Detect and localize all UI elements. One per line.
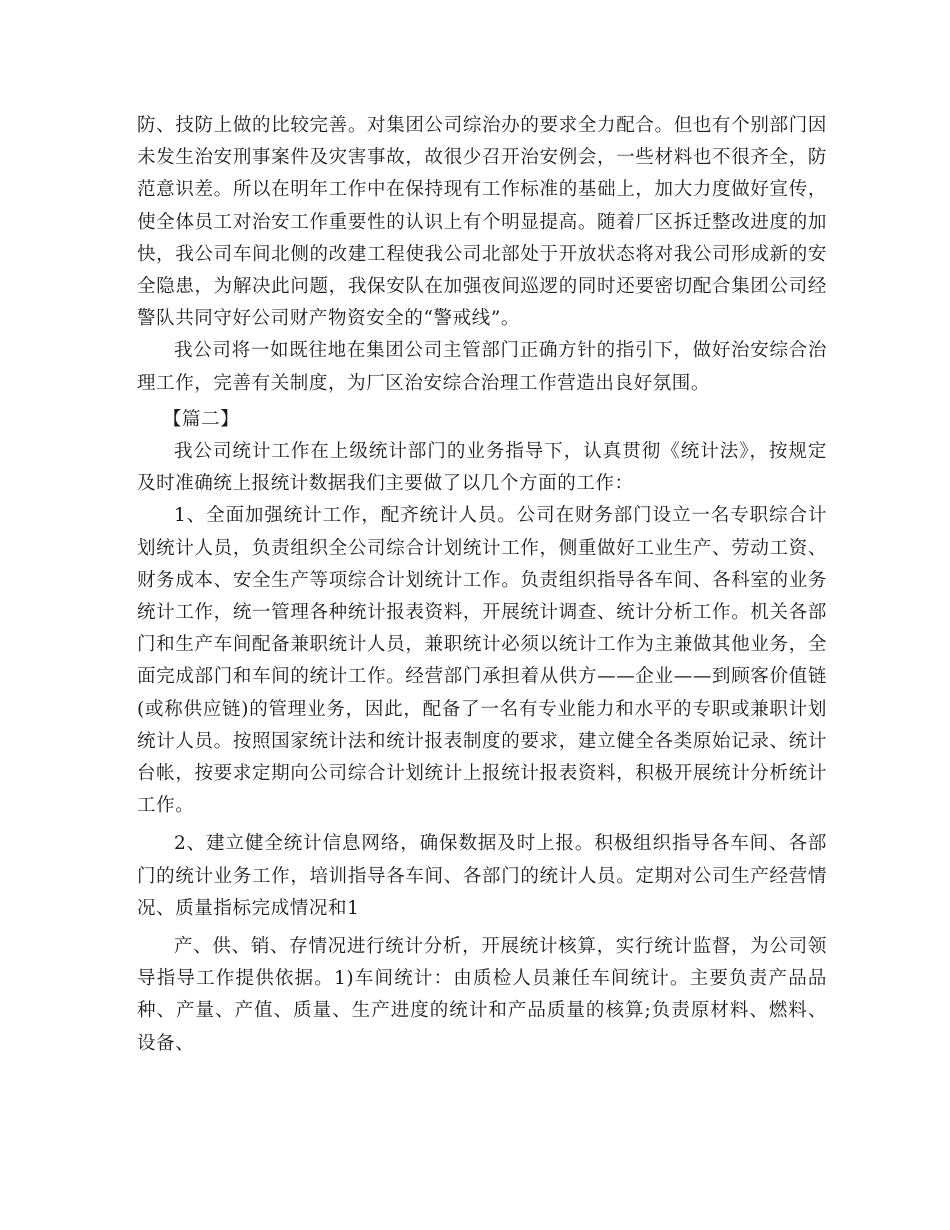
document-page xyxy=(137,110,827,1060)
section-heading: 【篇二】 xyxy=(162,408,240,430)
paragraph-statistics-point-1: 1、全面加强统计工作，配齐统计人员。公司在财务部门设立一名专职综合计划统计人员，负责组织全公司综合计划统计工作，侧重做好工业生产、劳动工资、财务成本、安全生产等项综合计划统计工作。负责组织指导各车间、各科室的业务统计工作，统一管理各种统计报表资料，开展统计调查、统计分析工作。机关各部门和生产车间配备兼职统计人员，兼职统计必须以统计工作为主兼做其他业务，全面完成部门和车间的统计工作。经营部门承担着从供方——企业——到顾客价值链(或称供应链)的管理业务，因此，配备了一名有专业能力和水平的专职或兼职计划统计人员。按照国家统计法和统计报表制度的要求，建立健全各类原始记录、统计台帐，按要求定期向公司综合计划统计上报统计报表资料，积极开展统计分析统计工作。 xyxy=(137,505,827,817)
paragraph-statistics-continued: 产、供、销、存情况进行统计分析，开展统计核算，实行统计监督，为公司领导指导工作提供依据。1)车间统计：由质检人员兼任车间统计。主要负责产品品种、产量、产值、质量、生产进度的统计和产品质量的核算;负责原材料、燃料、设备、 xyxy=(137,936,827,1054)
paragraph-statistics-point-2: 2、建立健全统计信息网络，确保数据及时上报。积极组织指导各车间、各部门的统计业务工作，培训指导各车间、各部门的统计人员。定期对公司生产经营情况、质量指标完成情况和1 xyxy=(137,833,827,919)
paragraph-security-conclusion: 我公司将一如既往地在集团公司主管部门正确方针的指引下，做好治安综合治理工作，完善有关制度，为厂区治安综合治理工作营造出良好氛围。 xyxy=(137,340,827,394)
paragraph-statistics-intro: 我公司统计工作在上级统计部门的业务指导下，认真贯彻《统计法》，按规定及时准确统上报统计数据我们主要做了以几个方面的工作： xyxy=(137,441,827,495)
paragraph-security-continued: 防、技防上做的比较完善。对集团公司综治办的要求全力配合。但也有个别部门因未发生治安刑事案件及灾害事故，故很少召开治安例会，一些材料也不很齐全，防范意识差。所以在明年工作中在保持现有工作标准的基础上，加大力度做好宣传，使全体员工对治安工作重要性的认识上有个明显提高。随着厂区拆迁整改进度的加快，我公司车间北侧的改建工程使我公司北部处于开放状态将对我公司形成新的安全隐患，为解决此问题，我保安队在加强夜间巡逻的同时还要密切配合集团公司经警队共同守好公司财产物资安全的“警戒线”。 xyxy=(137,115,827,330)
